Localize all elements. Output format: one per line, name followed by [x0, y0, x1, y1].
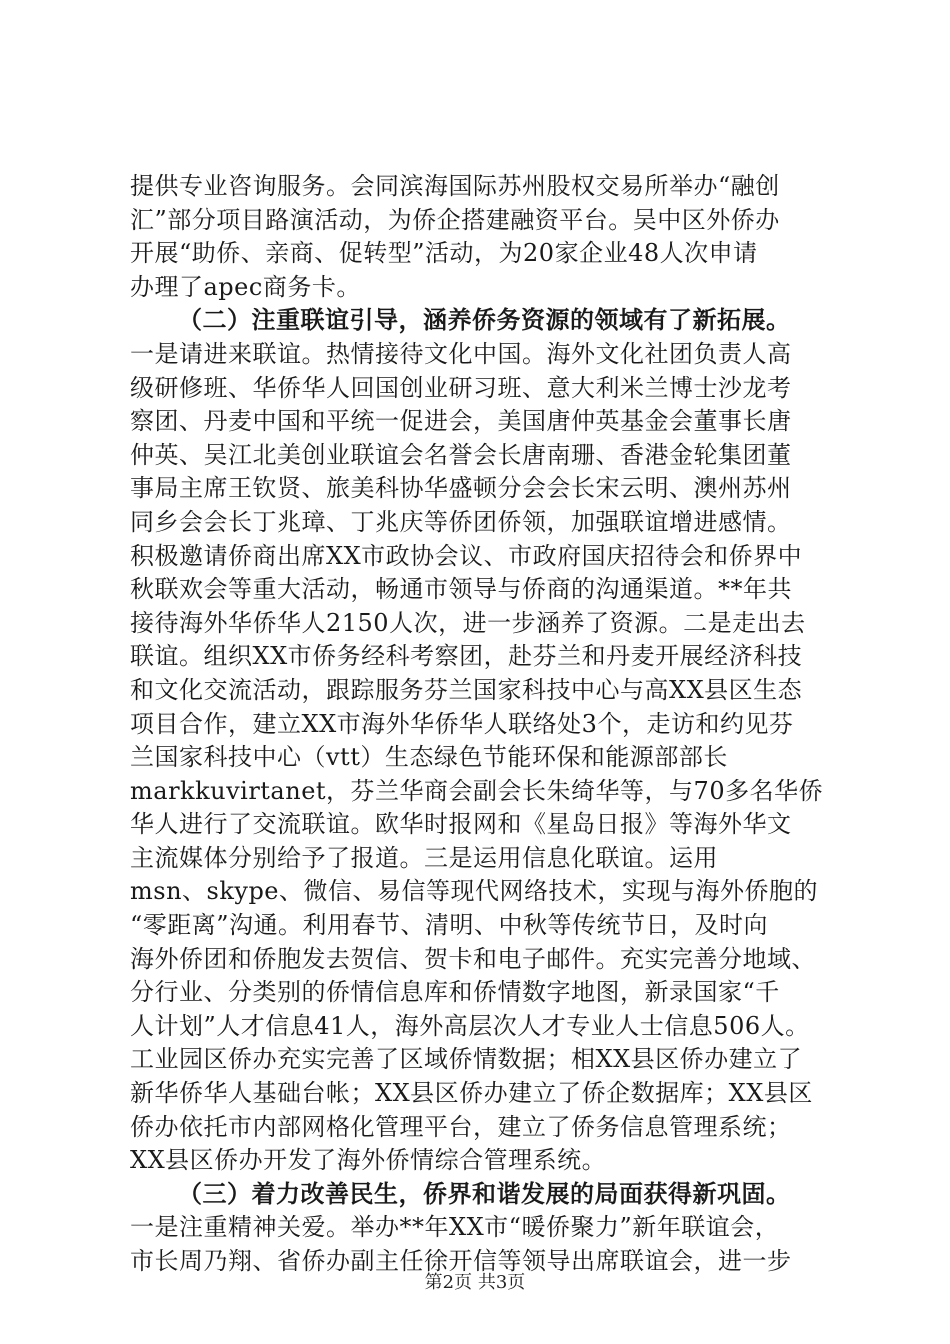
body-line: 开展“助侨、亲商、促转型”活动，为20家企业48人次申请: [130, 239, 758, 268]
body-line: 一是注重精神关爱。举办**年XX市“暖侨聚力”新年联谊会，: [130, 1213, 780, 1242]
body-line: 同乡会会长丁兆璋、丁兆庆等侨团侨领，加强联谊增进感情。: [130, 507, 792, 536]
body-line: 海外侨团和侨胞发去贺信、贺卡和电子邮件。充实完善分地域、: [130, 944, 816, 973]
body-line: 察团、丹麦中国和平统一促进会，美国唐仲英基金会董事长唐: [130, 407, 792, 436]
body-line: 兰国家科技中心（vtt）生态绿色节能环保和能源部部长: [130, 743, 728, 772]
body-line: 级研修班、华侨华人回国创业研习班、意大利米兰博士沙龙考: [130, 373, 792, 402]
body-line: 秋联欢会等重大活动，畅通市领导与侨商的沟通渠道。**年共: [130, 575, 792, 604]
page-footer: 第2页 共3页: [424, 1272, 526, 1293]
body-line: 主流媒体分别给予了报道。三是运用信息化联谊。运用: [130, 843, 718, 872]
body-line: 办理了apec商务卡。: [130, 272, 361, 301]
body-line: 分行业、分类别的侨情信息库和侨情数字地图，新录国家“千: [130, 978, 780, 1007]
body-line: 一是请进来联谊。热情接待文化中国。海外文化社团负责人高: [130, 339, 792, 368]
body-line: 接待海外华侨华人2150人次，进一步涵养了资源。二是走出去: [130, 608, 806, 637]
body-line: 提供专业咨询服务。会同滨海国际苏州股权交易所举办“融创: [130, 172, 780, 200]
body-line: 侨办依托市内部网格化管理平台，建立了侨务信息管理系统；: [130, 1112, 792, 1141]
body-line: 华人进行了交流联谊。欧华时报网和《星岛日报》等海外华文: [130, 810, 792, 839]
body-line: msn、skype、微信、易信等现代网络技术，实现与海外侨胞的: [130, 877, 819, 906]
body-line: 积极邀请侨商出席XX市政协会议、市政府国庆招待会和侨界中: [130, 541, 803, 570]
body-line: 人计划”人才信息41人，海外高层次人才专业人士信息506人。: [130, 1011, 810, 1040]
body-line: 汇”部分项目路演活动，为侨企搭建融资平台。吴中区外侨办: [130, 205, 780, 234]
body-line: 仲英、吴江北美创业联谊会名誉会长唐南珊、香港金轮集团董: [130, 440, 792, 469]
section-heading: （三）着力改善民生，侨界和谐发展的局面获得新巩固。: [178, 1179, 791, 1208]
body-line: XX县区侨办开发了海外侨情综合管理系统。: [130, 1146, 607, 1175]
section-heading: （二）注重联谊引导，涵养侨务资源的领域有了新拓展。: [178, 306, 791, 335]
body-line: 新华侨华人基础台帐；XX县区侨办建立了侨企数据库；XX县区: [130, 1079, 813, 1108]
body-line: “零距离”沟通。利用春节、清明、中秋等传统节日，及时向: [130, 911, 769, 940]
body-line: 市长周乃翔、省侨办副主任徐开信等领导出席联谊会，进一步: [130, 1247, 792, 1275]
body-text: [130, 170, 830, 1279]
body-line: 事局主席王钦贤、旅美科协华盛顿分会会长宋云明、澳州苏州: [130, 474, 792, 503]
body-line: 项目合作，建立XX市海外华侨华人联络处3个，走访和约见芬: [130, 709, 794, 738]
body-line: 工业园区侨办充实完善了区域侨情数据；相XX县区侨办建立了: [130, 1045, 803, 1074]
body-line: 联谊。组织XX市侨务经科考察团，赴芬兰和丹麦开展经济科技: [130, 642, 803, 671]
body-line: 和文化交流活动，跟踪服务芬兰国家科技中心与高XX县区生态: [130, 675, 803, 704]
body-line: markkuvirtanet，芬兰华商会副会长朱绮华等，与70多名华侨: [130, 776, 824, 805]
